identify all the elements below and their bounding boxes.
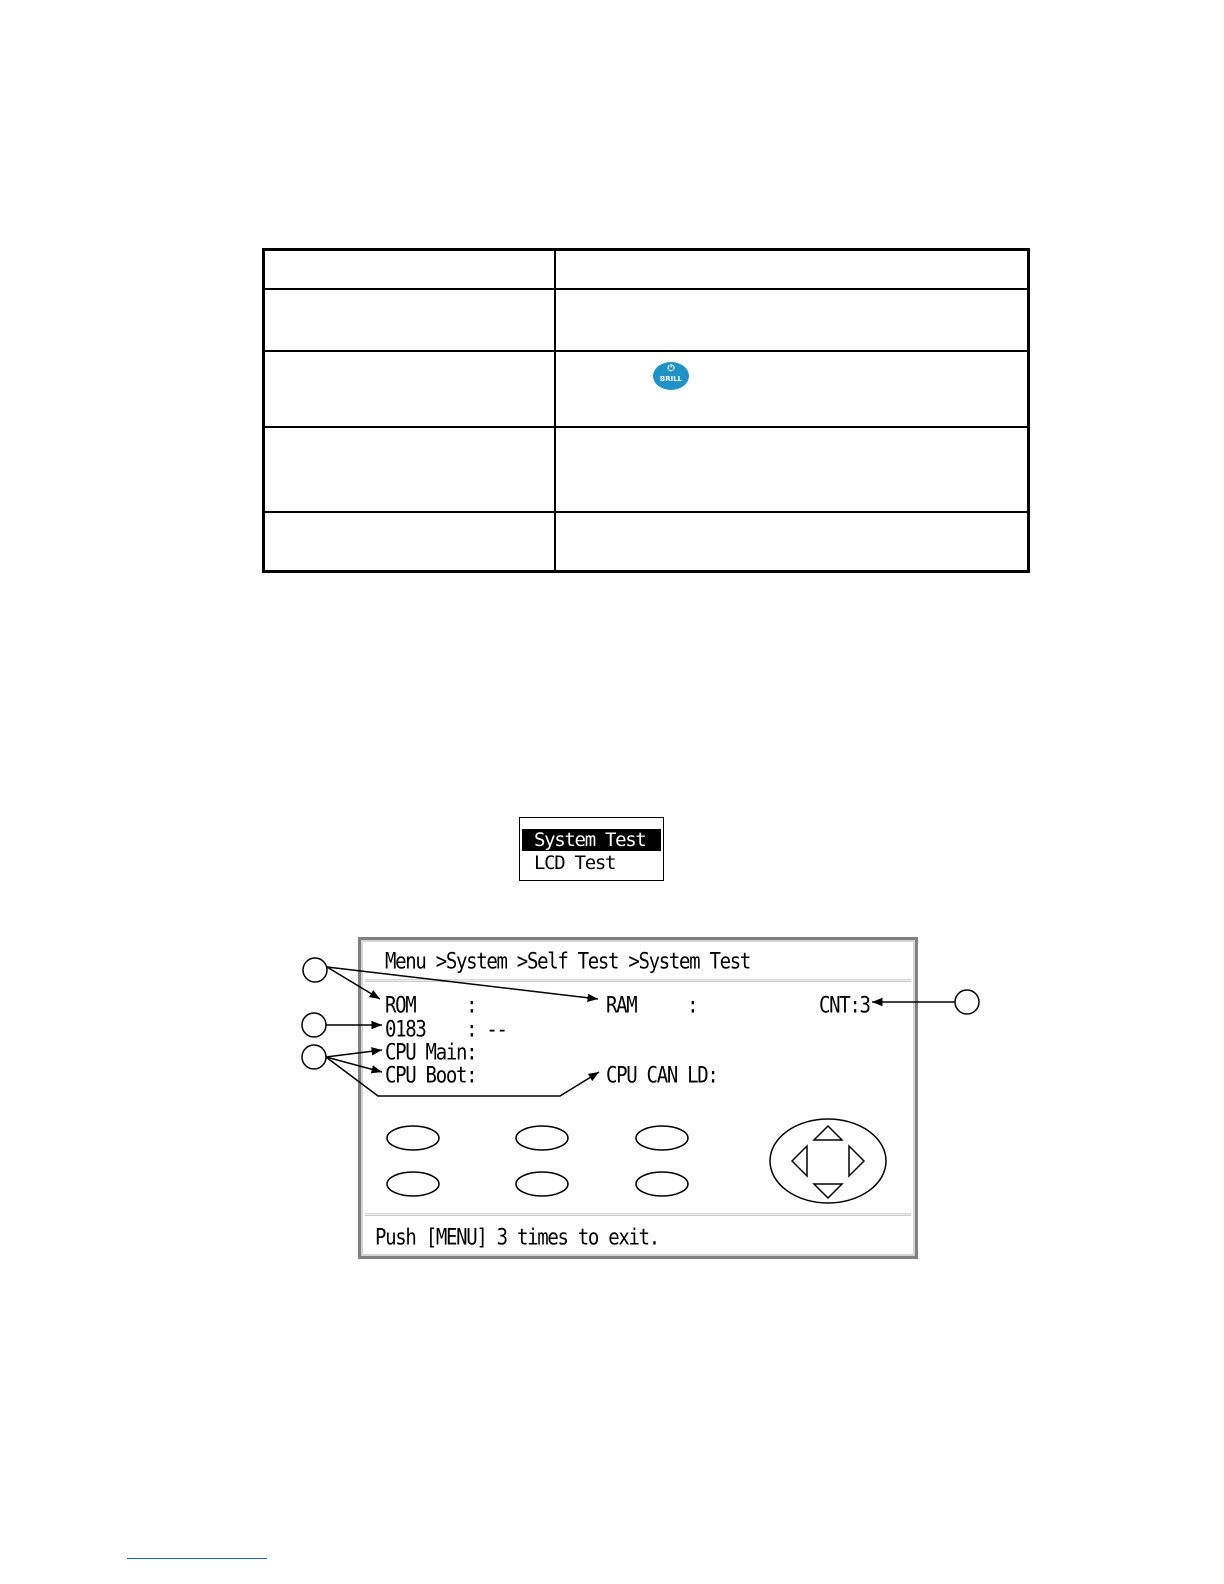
cpu-can-ld-status: CPU CAN LD: xyxy=(606,1063,718,1089)
procedure-table xyxy=(262,248,1030,573)
menu-item-lcd-test[interactable] xyxy=(522,852,661,874)
callout-marker xyxy=(955,990,979,1014)
ram-status: RAM : xyxy=(606,993,698,1019)
footer-divider xyxy=(365,1213,911,1216)
table-row xyxy=(265,352,1027,428)
self-test-menu xyxy=(519,817,664,881)
callout-marker xyxy=(303,958,327,982)
menu-item-system-test[interactable] xyxy=(522,829,661,851)
table-header-row xyxy=(265,251,1027,290)
callout-marker xyxy=(302,1045,326,1069)
header-divider xyxy=(365,979,911,982)
exit-instruction: Push [MENU] 3 times to exit. xyxy=(375,1225,659,1251)
cpu-main-status: CPU Main: xyxy=(385,1040,477,1066)
breadcrumb: Menu >System >Self Test >System Test xyxy=(385,949,751,975)
table-row xyxy=(265,513,1027,573)
menu-item-label: System Test xyxy=(534,829,646,851)
table-row xyxy=(265,290,1027,352)
test-count: CNT:3 xyxy=(819,993,870,1019)
cpu-boot-status: CPU Boot: xyxy=(385,1063,477,1089)
menu-item-label: LCD Test xyxy=(534,852,616,874)
footnote-link-underline[interactable] xyxy=(127,1558,267,1559)
brill-key-icon: ⏻ BRILL xyxy=(653,362,689,390)
callout-marker xyxy=(302,1013,326,1037)
rom-status: ROM : xyxy=(385,993,477,1019)
system-test-screen xyxy=(358,937,918,1259)
table-row xyxy=(265,428,1027,513)
port-0183-status: 0183 : -- xyxy=(385,1017,507,1043)
